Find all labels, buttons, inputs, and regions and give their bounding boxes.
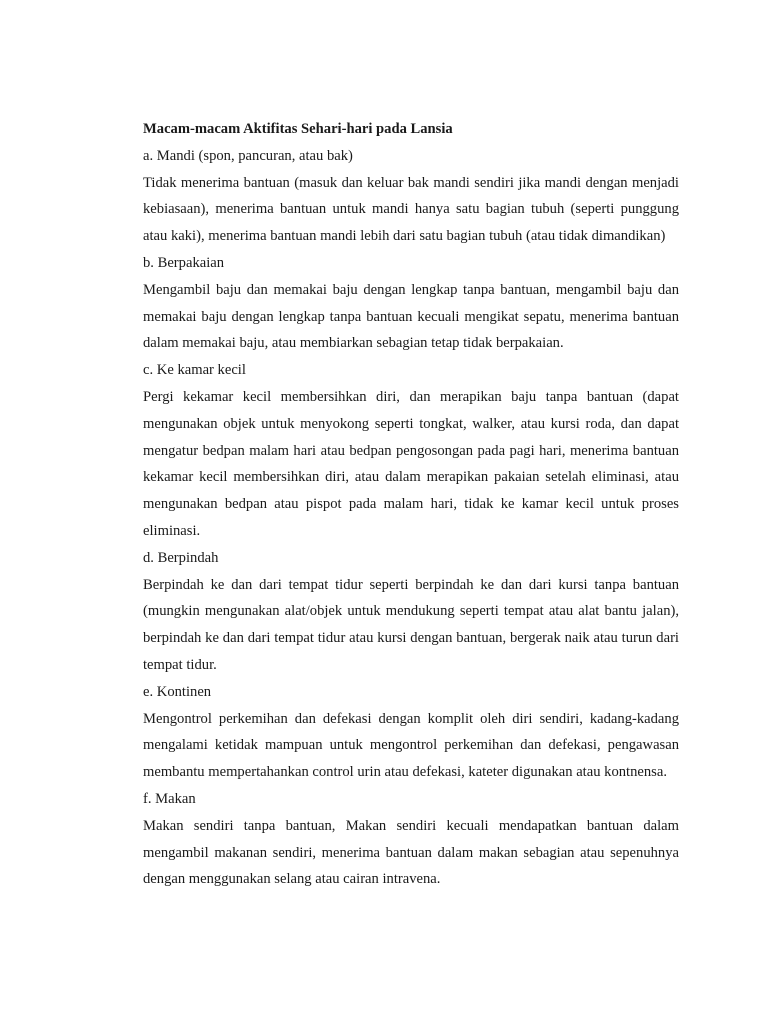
section-heading-berpindah: d. Berpindah — [143, 549, 219, 566]
section-body-kontinen: Mengontrol perkemihan dan defekasi dengan komplit oleh diri sendiri, kadang-kadang mengalami ketidak mampuan untuk mengontrol perkemihan dan defekasi, pengawasan membantu mempertahankan control urin atau defekasi, kateter digunakan atau kontnensa. — [143, 710, 679, 781]
section-heading-berpakaian: b. Berpakaian — [143, 254, 225, 271]
section-body-makan: Makan sendiri tanpa bantuan, Makan sendiri kecuali mendapatkan bantuan dalam mengambil makanan sendiri, menerima bantuan dalam makan sebagian atau sepenuhnya dengan menggunakan selang atau cairan intravena. — [143, 817, 679, 888]
section-body-berpindah: Berpindah ke dan dari tempat tidur seperti berpindah ke dan dari kursi tanpa bantuan (mungkin mengunakan alat/objek untuk mendukung seperti tempat atau alat bantu jalan), berpindah ke dan dari tempat tidur atau kursi dengan bantuan, bergerak naik atau turun dari tempat tidur. — [143, 576, 679, 673]
section-heading-kontinen: e. Kontinen — [143, 683, 212, 700]
document-title: Macam-macam Aktifitas Sehari-hari pada Lansia — [143, 121, 453, 137]
section-heading-makan: f. Makan — [143, 790, 196, 807]
section-body-berpakaian: Mengambil baju dan memakai baju dengan lengkap tanpa bantuan, mengambil baju dan memakai baju dengan lengkap tanpa bantuan kecuali mengikat sepatu, menerima bantuan dalam memakai baju, atau membiarkan sebagian tetap tidak berpakaian. — [143, 281, 679, 352]
section-body-mandi: Tidak menerima bantuan (masuk dan keluar bak mandi sendiri jika mandi dengan menjadi kebiasaan), menerima bantuan untuk mandi hanya satu bagian tubuh (seperti punggung atau kaki), menerima bantuan mandi lebih dari satu bagian tubuh (atau tidak dimandikan) — [143, 174, 679, 245]
section-heading-mandi: a. Mandi (spon, pancuran, atau bak) — [143, 147, 353, 164]
section-heading-kamar-kecil: c. Ke kamar kecil — [143, 362, 246, 379]
section-body-kamar-kecil: Pergi kekamar kecil membersihkan diri, dan merapikan baju tanpa bantuan (dapat mengunakan objek untuk menyokong seperti tongkat, walker, atau kursi roda, dan dapat mengatur bedpan malam hari atau bedpan pengosongan pada pagi hari, menerima bantuan kekamar kecil membersihkan diri, atau dalam merapikan pakaian setelah eliminasi, atau mengunakan bedpan atau pispot pada malam hari, tidak ke kamar kecil untuk proses eliminasi. — [143, 388, 679, 539]
document-page — [143, 116, 679, 893]
